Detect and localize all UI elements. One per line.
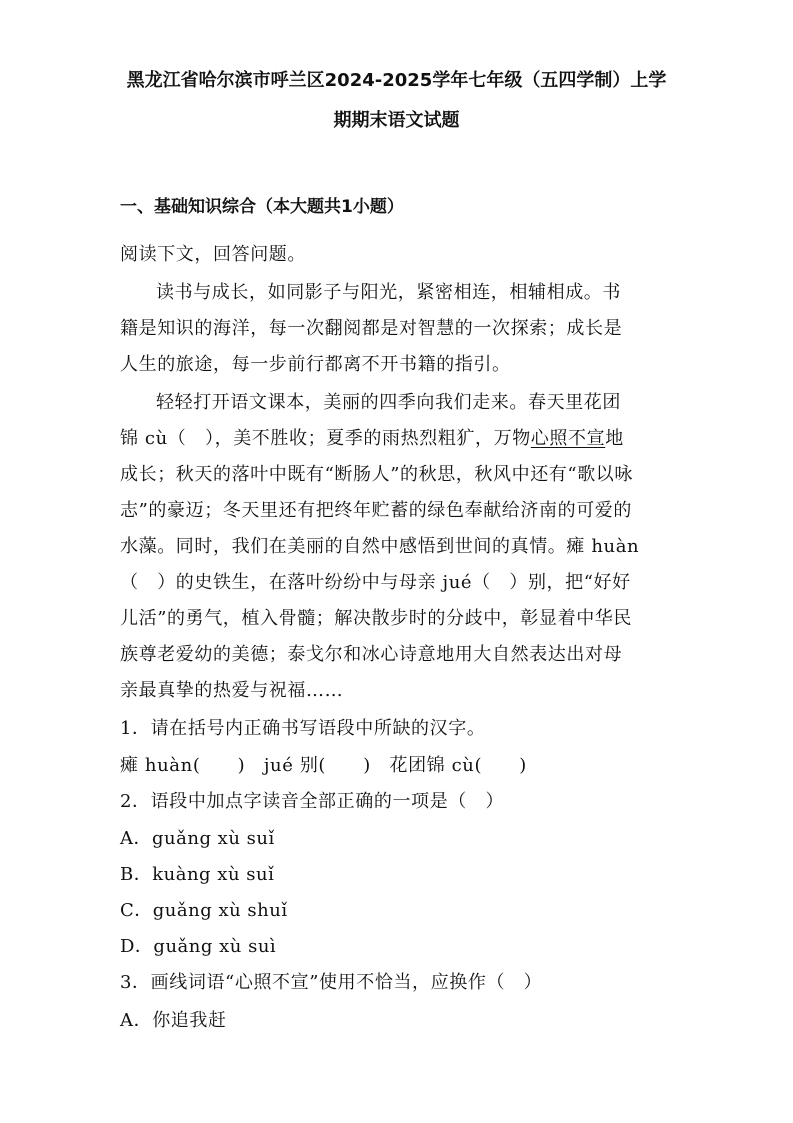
passage-paragraph-2-line-4: 志”的豪迈；冬天里还有把终年贮蓄的绿色奉献给济南的可爱的: [120, 500, 632, 521]
passage-intro: 阅读下文，回答问题。: [120, 244, 306, 265]
passage-paragraph-1-line-2: 籍是知识的海洋，每一次翻阅都是对智慧的一次探索；成长是: [120, 318, 623, 339]
underlined-phrase: 心照不宣: [530, 428, 606, 449]
question-3-option-a: A．你追我赶: [120, 1010, 227, 1031]
passage-paragraph-1-line-3: 人生的旅途，每一步前行都离不开书籍的指引。: [120, 354, 511, 375]
question-2-option-d: D．guǎng xù suì: [120, 936, 277, 957]
question-2: 2．语段中加点字读音全部正确的一项是（ ）: [120, 791, 505, 812]
question-1: 1．请在括号内正确书写语段中所缺的汉字。: [120, 718, 486, 739]
passage-paragraph-2-line-9: 亲最真挚的热爱与祝福……: [120, 680, 344, 701]
passage-text: 地: [605, 428, 624, 449]
passage-text: 锦 cù（ ），美不胜收；夏季的雨热烈粗犷，万物: [120, 428, 531, 449]
exam-title-line-2: 期期末语文试题: [333, 110, 460, 131]
passage-paragraph-2-line-2: [120, 427, 624, 451]
passage-paragraph-2-line-5: 水藻。同时，我们在美丽的自然中感悟到世间的真情。瘫 huàn: [120, 536, 640, 557]
question-2-option-c: C．guǎng xù shuǐ: [120, 900, 288, 921]
question-3: 3．画线词语“心照不宣”使用不恰当，应换作（ ）: [120, 972, 543, 993]
question-2-option-a: A．guǎng xù suǐ: [120, 828, 275, 849]
question-1-fill-blanks: 瘫 huàn( ) jué 别( ) 花团锦 cù( ): [120, 755, 527, 776]
question-2-option-b: B．kuàng xù suǐ: [120, 864, 275, 885]
passage-paragraph-2-line-6: （ ）的史铁生，在落叶纷纷中与母亲 jué（ ）别，把“好好: [120, 572, 631, 593]
passage-paragraph-2-line-7: 儿活”的勇气，植入骨髓；解决散步时的分歧中，彰显着中华民: [120, 608, 632, 629]
exam-title-line-1: 黑龙江省哈尔滨市呼兰区2024-2025学年七年级（五四学制）上学: [126, 70, 667, 91]
passage-paragraph-2-line-8: 族尊老爱幼的美德；泰戈尔和冰心诗意地用大自然表达出对母: [120, 644, 623, 665]
passage-paragraph-2-line-1: 轻轻打开语文课本，美丽的四季向我们走来。春天里花团: [156, 392, 621, 413]
passage-paragraph-1-line-1: 读书与成长，如同影子与阳光，紧密相连，相辅相成。书: [156, 282, 621, 303]
section-heading: 一、基础知识综合（本大题共1小题）: [120, 197, 404, 217]
passage-paragraph-2-line-3: 成长；秋天的落叶中既有“断肠人”的秋思，秋风中还有“歌以咏: [120, 464, 634, 485]
